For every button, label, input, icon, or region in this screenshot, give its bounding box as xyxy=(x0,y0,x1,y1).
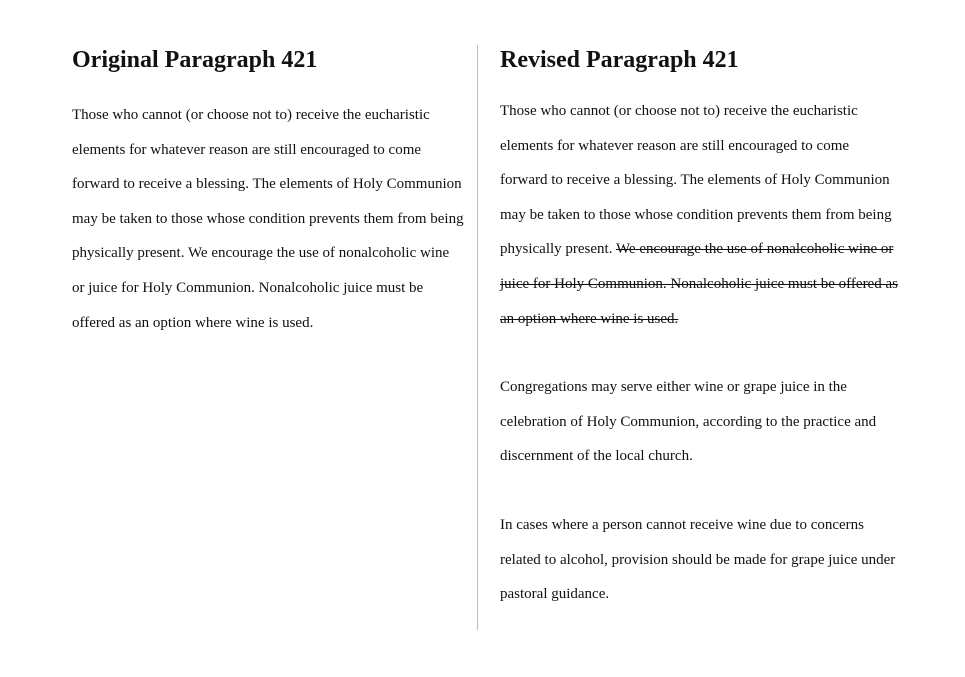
revised-kept-text: Those who cannot (or choose not to) receive the eucharistic elements for whatever reason are still encouraged to come forward to receive a blessing. The elements of Holy Communion may be taken to those whose condition prevents them from being physically present. xyxy=(500,103,892,258)
revised-deleted-text: We encourage the use of nonalcoholic wine or juice for Holy Communion. Nonalcoholic juice must be offered as an option where wine is used. xyxy=(500,241,898,327)
column-divider xyxy=(477,45,478,630)
original-paragraph: Those who cannot (or choose not to) receive the eucharistic elements for whatever reason are still encouraged to come forward to receive a blessing. The elements of Holy Communion may be taken to those whose condition prevents them from being physically present. We encourage the use of nonalcoholic wine or juice for Holy Communion. Nonalcoholic juice must be offered as an option where wine is used. xyxy=(72,107,464,331)
revised-column xyxy=(500,44,900,612)
revised-paragraph-1 xyxy=(500,94,900,336)
original-column xyxy=(72,44,464,340)
revised-heading: Revised Paragraph 421 xyxy=(500,47,739,73)
revised-paragraph-2: Congregations may serve either wine or grape juice in the celebration of Holy Communion, according to the practice and discernment of the local church. xyxy=(500,379,877,465)
original-heading: Original Paragraph 421 xyxy=(72,47,318,73)
revised-paragraph-3: In cases where a person cannot receive wine due to concerns related to alcohol, provision should be made for grape juice under pastoral guidance. xyxy=(500,516,896,603)
